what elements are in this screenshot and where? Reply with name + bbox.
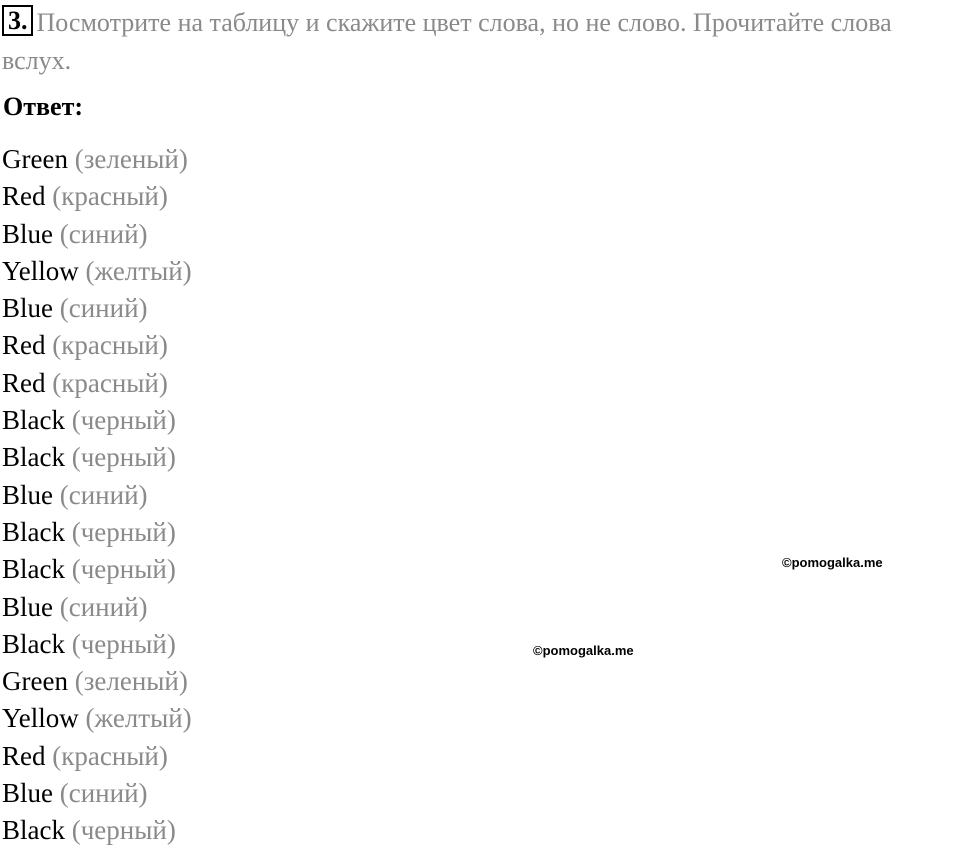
- color-word: Black: [2, 554, 65, 585]
- color-translation: (синий): [59, 479, 148, 510]
- color-translation: (желтый): [85, 255, 192, 286]
- answer-item: [2, 141, 192, 178]
- color-translation: (красный): [52, 367, 168, 398]
- watermark: ©pomogalka.me: [782, 555, 883, 570]
- color-word: Black: [2, 628, 65, 659]
- color-word: Red: [2, 181, 46, 212]
- color-translation: (синий): [59, 293, 148, 324]
- color-word: Black: [2, 442, 65, 473]
- color-translation: (черный): [71, 516, 176, 547]
- color-word: Red: [2, 740, 46, 771]
- answer-item: [2, 216, 192, 253]
- color-translation: (красный): [52, 181, 168, 212]
- color-word: Red: [2, 330, 46, 361]
- color-word: Yellow: [2, 703, 79, 734]
- answer-item: [2, 551, 192, 588]
- color-word: Green: [2, 144, 68, 174]
- color-word: Blue: [2, 293, 53, 324]
- answer-list: [2, 141, 192, 850]
- answer-item: [2, 477, 192, 514]
- answer-label: Ответ:: [3, 92, 84, 121]
- color-word: Red: [2, 367, 46, 398]
- answer-item: [2, 812, 192, 849]
- color-translation: (черный): [71, 405, 176, 436]
- color-word: Blue: [2, 591, 53, 622]
- color-translation: (черный): [71, 554, 176, 585]
- color-translation: (синий): [59, 591, 148, 622]
- color-translation: (зеленый): [74, 666, 188, 697]
- watermark: ©pomogalka.me: [533, 643, 634, 658]
- answer-item: [2, 290, 192, 327]
- color-translation: (красный): [52, 740, 168, 771]
- color-word: Blue: [2, 778, 53, 809]
- color-word: Black: [2, 516, 65, 547]
- color-translation: (синий): [59, 778, 148, 809]
- color-word: Black: [2, 405, 65, 436]
- answer-item: [2, 178, 192, 215]
- color-translation: (черный): [71, 815, 176, 846]
- color-word: Green: [2, 666, 68, 697]
- answer-item: [2, 775, 192, 812]
- answer-item: [2, 365, 192, 402]
- answer-item: [2, 626, 192, 663]
- answer-item: [2, 514, 192, 551]
- color-translation: (синий): [59, 218, 148, 249]
- color-translation: (зеленый): [74, 144, 188, 174]
- answer-item: [2, 738, 192, 775]
- color-translation: (желтый): [85, 703, 192, 734]
- color-translation: (черный): [71, 628, 176, 659]
- answer-item: [2, 700, 192, 737]
- task-statement: [2, 4, 952, 80]
- answer-item: [2, 327, 192, 364]
- color-translation: (черный): [71, 442, 176, 473]
- answer-item: [2, 663, 192, 700]
- color-word: Black: [2, 815, 65, 846]
- color-translation: (красный): [52, 330, 168, 361]
- color-word: Blue: [2, 218, 53, 249]
- task-text: Посмотрите на таблицу и скажите цвет слова, но не слово. Прочитайте слова вслух.: [2, 8, 892, 75]
- answer-item: [2, 439, 192, 476]
- task-number-badge: 3.: [2, 5, 33, 36]
- answer-item: [2, 589, 192, 626]
- color-word: Blue: [2, 479, 53, 510]
- color-word: Yellow: [2, 255, 79, 286]
- answer-item: [2, 402, 192, 439]
- answer-item: [2, 253, 192, 290]
